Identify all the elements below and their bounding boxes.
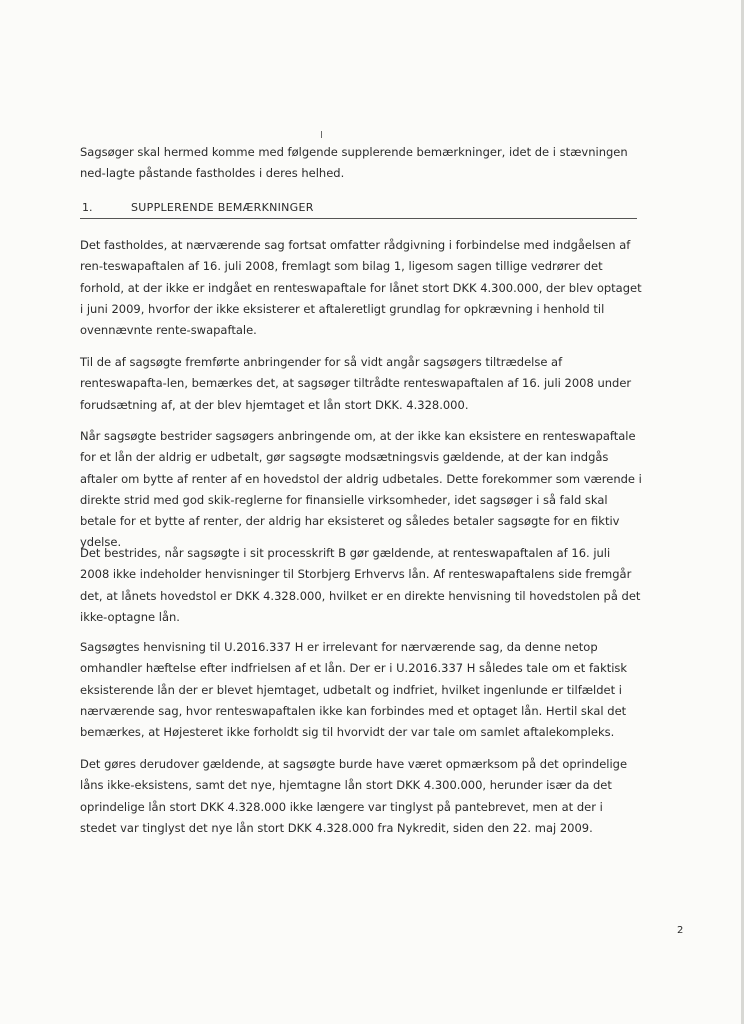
section-heading xyxy=(80,198,637,219)
body-paragraph: Når sagsøgte bestrider sagsøgers anbringende om, at der ikke kan eksistere en renteswapaftale for et lån der aldrig er udbetalt, gør sagsøgte modsætningsvis gældende, at der kan indgås aftaler om bytte af renter af en hovedstol der aldrig udbetales. Dette forekommer som værende i direkte strid med god skik-reglerne for finansielle virksomheder, idet sagsøger i så fald skal betale for et bytte af renter, der aldrig har eksisteret og således betaler sagsøgte for en fiktiv ydelse. xyxy=(80,429,642,550)
section-number: 1. xyxy=(82,201,93,214)
section-title: SUPPLERENDE BEMÆRKNINGER xyxy=(131,201,314,214)
body-paragraph: Sagsøgtes henvisning til U.2016.337 H er irrelevant for nærværende sag, da denne netop omhandler hæftelse efter indfrielsen af et lån. Der er i U.2016.337 H således tale om et faktisk eksisterende lån der er blevet hjemtaget, udbetalt og indfriet, hvilket ingenlunde er tilfældet i nærværende sag, hvor renteswapaftalen ikke kan forbindes med et optaget lån. Hertil skal det bemærkes, at Højesteret ikke forholdt sig til hvorvidt der var tale om samlet aftalekompleks. xyxy=(80,640,628,740)
body-paragraph: Til de af sagsøgte fremførte anbringender for så vidt angår sagsøgers tiltrædelse af renteswapafta-len, bemærkes det, at sagsøger tiltrådte renteswapaftalen af 16. juli 2008 under forudsætning af, at der blev hjemtaget et lån stort DKK. 4.328.000. xyxy=(80,355,632,412)
body-paragraph: Det bestrides, når sagsøgte i sit processkrift B gør gældende, at renteswapaftalen af 16. juli 2008 ikke indeholder henvisninger til Storbjerg Erhvervs lån. Af renteswapaftalens side fremgår det, at lånets hovedstol er DKK 4.328.000, hvilket er en direkte henvisning til hovedstolen på det ikke-optagne lån. xyxy=(80,546,641,624)
body-paragraph: Det gøres derudover gældende, at sagsøgte burde have været opmærksom på det oprindelige låns ikke-eksistens, samt det nye, hjemtagne lån stort DKK 4.300.000, herunder især da det oprindelige lån stort DKK 4.328.000 ikke længere var tinglyst på pantebrevet, men at der i stedet var tinglyst det nye lån stort DKK 4.328.000 fra Nykredit, siden den 22. maj 2009. xyxy=(80,757,628,835)
page-number: 2 xyxy=(677,925,684,936)
body-paragraph: Det fastholdes, at nærværende sag fortsat omfatter rådgivning i forbindelse med indgåelsen af ren-teswapaftalen af 16. juli 2008, fremlagt som bilag 1, ligesom sagen tillige vedrører det forhold, at der ikke er indgået en renteswapaftale for lånet stort DKK 4.300.000, der blev optaget i juni 2009, hvorfor der ikke eksisterer et aftaleretligt grundlag for opkrævning i henhold til ovennævnte rente-swapaftale. xyxy=(80,238,642,338)
page-mark: I xyxy=(320,130,323,141)
intro-paragraph: Sagsøger skal hermed komme med følgende supplerende bemærkninger, idet de i stævningen ned-lagte påstande fastholdes i deres helhed. xyxy=(80,145,628,180)
